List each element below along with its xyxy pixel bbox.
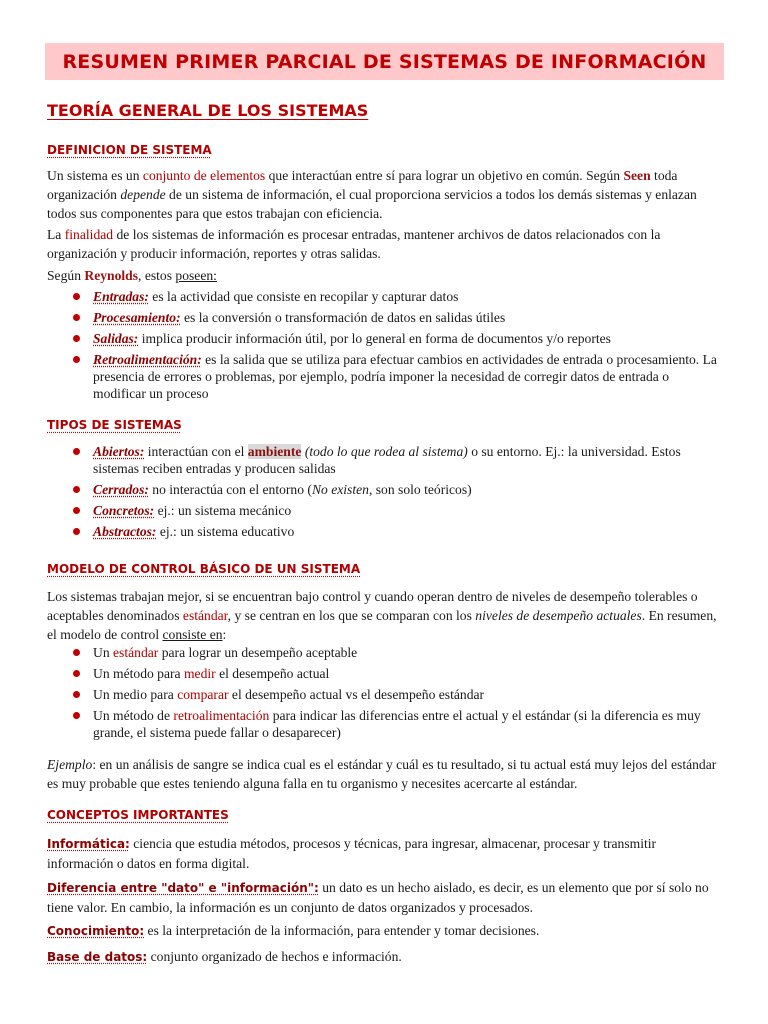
definicion-paragraph-3: Según Reynolds, estos poseen:	[47, 268, 217, 283]
list-item: Un medio para comparar el desempeño actual vs el desempeño estándar	[47, 686, 725, 703]
subheading-tipos: TIPOS DE SISTEMAS	[47, 418, 182, 432]
list-item: Un estándar para lograr un desempeño aceptable	[47, 644, 725, 661]
bullet-icon	[73, 649, 80, 656]
document-title: RESUMEN PRIMER PARCIAL DE SISTEMAS DE INFORMACIÓN	[62, 50, 707, 73]
section-heading-teoria: TEORÍA GENERAL DE LOS SISTEMAS	[47, 101, 369, 120]
bullet-icon	[73, 335, 80, 342]
modelo-list	[47, 644, 725, 745]
bullet-icon	[73, 448, 80, 455]
list-item: Abiertos: interactúan con el ambiente (todo lo que rodea al sistema) o su entorno. Ej.: la universidad. Estos sistemas reciben entradas y producen salidas	[47, 443, 725, 477]
concepto-base-de-datos: Base de datos: conjunto organizado de hechos e información.	[47, 949, 402, 964]
list-item: Un método de retroalimentación para indicar las diferencias entre el actual y el estándar (si la diferencia es muy grande, el sistema puede fallar o desaparecer)	[47, 707, 725, 741]
bullet-icon	[73, 670, 80, 677]
list-item: Procesamiento: es la conversión o transformación de datos en salidas útiles	[47, 309, 725, 326]
list-item: Salidas: implica producir información útil, por lo general en forma de documentos y/o reportes	[47, 330, 725, 347]
bullet-icon	[73, 691, 80, 698]
document-title-banner	[45, 43, 724, 80]
list-item: Un método para medir el desempeño actual	[47, 665, 725, 682]
list-item: Retroalimentación: es la salida que se utiliza para efectuar cambios en actividades de entrada o procesamiento. La presencia de errores o problemas, por ejemplo, podría imponer la necesidad de corregir datos de entrada o modificar un proceso	[47, 351, 725, 402]
bullet-icon	[73, 314, 80, 321]
bullet-icon	[73, 712, 80, 719]
bullet-icon	[73, 293, 80, 300]
list-item: Cerrados: no interactúa con el entorno (No existen, son solo teóricos)	[47, 481, 725, 498]
definicion-paragraph-2: La finalidad de los sistemas de información es procesar entradas, mantener archivos de datos relacionados con la organización y producir información, reportes y otras salidas.	[47, 227, 661, 261]
bullet-icon	[73, 356, 80, 363]
concepto-informatica: Informática: ciencia que estudia métodos, procesos y técnicas, para ingresar, almacenar, procesar y transmitir información o datos en forma digital.	[47, 836, 657, 871]
bullet-icon	[73, 528, 80, 535]
list-item: Concretos: ej.: un sistema mecánico	[47, 502, 725, 519]
subheading-conceptos: CONCEPTOS IMPORTANTES	[47, 808, 229, 822]
concepto-dato-informacion: Diferencia entre "dato" e "información": un dato es un hecho aislado, es decir, es un elemento que por sí solo no tiene valor. En cambio, la información es un conjunto de datos organizados y procesados.	[47, 880, 709, 915]
bullet-icon	[73, 486, 80, 493]
subheading-modelo: MODELO DE CONTROL BÁSICO DE UN SISTEMA	[47, 562, 361, 576]
tipos-list	[47, 443, 725, 544]
bullet-icon	[73, 507, 80, 514]
concepto-conocimiento: Conocimiento: es la interpretación de la información, para entender y tomar decisiones.	[47, 923, 540, 938]
reynolds-list	[47, 288, 725, 406]
ejemplo-paragraph: Ejemplo: en un análisis de sangre se indica cual es el estándar y cuál es tu resultado, si tu actual está muy lejos del estándar es muy probable que estes teniendo alguna falla en tu organismo y necesites acercarte al estándar.	[47, 757, 717, 791]
list-item: Entradas: es la actividad que consiste en recopilar y capturar datos	[47, 288, 725, 305]
subheading-definicion: DEFINICION DE SISTEMA	[47, 143, 212, 157]
modelo-paragraph: Los sistemas trabajan mejor, si se encuentran bajo control y cuando operan dentro de niveles de desempeño tolerables o aceptables denominados estándar, y se centran en los que se comparan con los niveles de desempeño actuales. En resumen, el modelo de control consiste en:	[47, 589, 717, 642]
definicion-paragraph-1: Un sistema es un conjunto de elementos que interactúan entre sí para lograr un objetivo en común. Según Seen toda organización depende de un sistema de información, el cual proporciona servicios a todos los demás sistemas y enlazan todos sus componentes para que estos trabajan con eficiencia.	[47, 168, 697, 221]
list-item: Abstractos: ej.: un sistema educativo	[47, 523, 725, 540]
